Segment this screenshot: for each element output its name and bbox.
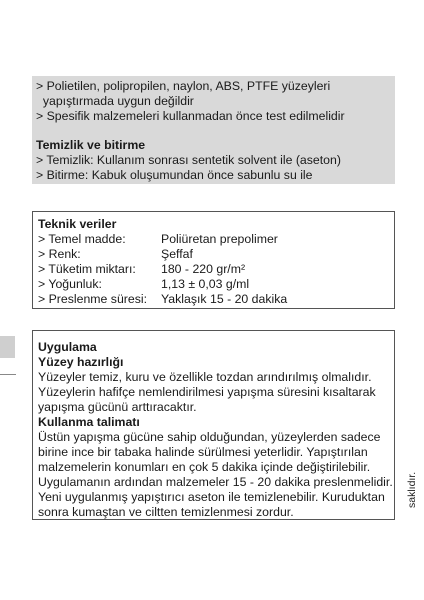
tech-label: > Preslenme süresi:	[38, 292, 148, 306]
margin-rule	[0, 374, 16, 375]
paragraph-line: malzemelerin konumları en çok 5 dakika içinde değiştirilebilir.	[38, 460, 371, 474]
surface-heading: Yüzey hazırlığı	[38, 355, 124, 369]
side-note: saklıdır.	[406, 471, 418, 508]
paragraph-line: Yeni uygulanmış yapıştırıcı aseton ile temizlenebilir. Kuruduktan	[38, 490, 385, 504]
paragraph-line: Yüzeylerin hafifçe nemlendirilmesi yapışma süresini kısaltarak	[38, 385, 376, 399]
paragraph-line: sonra kumaştan ve ciltten temizlenmesi zordur.	[38, 505, 294, 519]
paragraph-line: Uygulamanın ardından malzemeler 15 - 20 dakika preslenmelidir.	[38, 475, 393, 489]
tech-value: 1,13 ± 0,03 g/ml	[161, 277, 250, 291]
tech-label: > Tüketim miktarı:	[38, 262, 136, 276]
paragraph-line: birine ince bir tabaka halinde sürülmesi yeterlidir. Yapıştırılan	[38, 445, 368, 459]
bullet-line: > Polietilen, polipropilen, naylon, ABS, PTFE yüzeyleri	[36, 79, 331, 93]
usage-heading: Kullanma talimatı	[38, 415, 140, 429]
section-heading: Temizlik ve bitirme	[36, 138, 146, 152]
tech-value: Yaklaşık 15 - 20 dakika	[161, 292, 288, 306]
paragraph-line: Üstün yapışma gücüne sahip olduğundan, yüzeylerden sadece	[38, 430, 381, 444]
bullet-line: > Temizlik: Kullanım sonrası sentetik solvent ile (aseton)	[36, 153, 341, 167]
tech-value: Poliüretan prepolimer	[161, 232, 278, 246]
bullet-line: yapıştırmada uygun değildir	[36, 94, 194, 108]
bullet-line: > Spesifik malzemeleri kullanmadan önce test edilmelidir	[36, 109, 345, 123]
tech-value: Şeffaf	[161, 247, 193, 261]
tech-label: > Temel madde:	[38, 232, 126, 246]
technical-title: Teknik veriler	[38, 217, 117, 231]
tech-label: > Renk:	[38, 247, 81, 261]
paragraph-line: yapışma gücünü arttıracaktır.	[38, 400, 197, 414]
tech-value: 180 - 220 gr/m²	[161, 262, 246, 276]
application-title: Uygulama	[38, 340, 97, 354]
tech-label: > Yoğunluk:	[38, 277, 102, 291]
bullet-line: > Bitirme: Kabuk oluşumundan önce sabunlu su ile	[36, 168, 313, 182]
paragraph-line: Yüzeyler temiz, kuru ve özellikle tozdan arındırılmış olmalıdır.	[38, 370, 372, 384]
margin-tab	[0, 336, 15, 358]
